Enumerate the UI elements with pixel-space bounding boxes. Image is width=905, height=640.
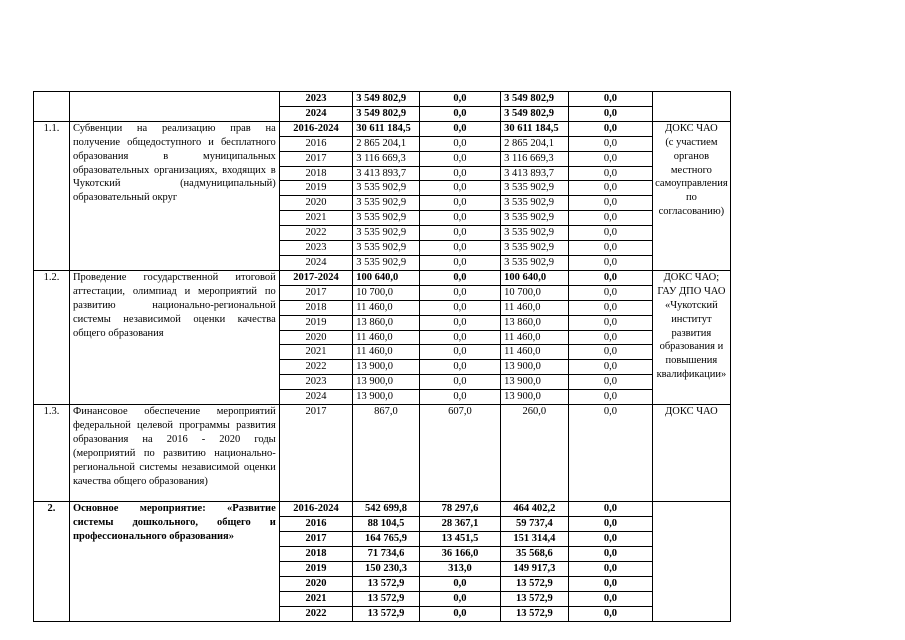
federal-amount-cell: 0,0 <box>419 241 500 256</box>
federal-amount-cell: 0,0 <box>419 375 500 390</box>
other-amount-cell: 0,0 <box>568 255 653 270</box>
item-number: 1.2. <box>34 270 70 404</box>
period-cell: 2021 <box>279 591 352 606</box>
federal-amount-cell: 0,0 <box>419 106 500 121</box>
federal-amount-cell: 0,0 <box>419 390 500 405</box>
regional-amount-cell: 35 568,6 <box>501 547 569 562</box>
other-amount-cell: 0,0 <box>568 517 653 532</box>
regional-amount-cell: 13 900,0 <box>501 375 569 390</box>
regional-amount-cell: 2 865 204,1 <box>501 136 569 151</box>
federal-amount-cell: 0,0 <box>419 196 500 211</box>
other-amount-cell: 0,0 <box>568 591 653 606</box>
other-amount-cell: 0,0 <box>568 576 653 591</box>
federal-amount-cell: 0,0 <box>419 255 500 270</box>
federal-amount-cell: 0,0 <box>419 181 500 196</box>
item-number: 1.3. <box>34 405 70 502</box>
responsible-executor: ДОКС ЧАО; ГАУ ДПО ЧАО «Чукотский институт развития образования и повышения квалификации» <box>653 270 731 404</box>
item-number <box>34 92 70 122</box>
federal-amount-cell: 0,0 <box>419 315 500 330</box>
period-cell: 2020 <box>279 330 352 345</box>
period-cell: 2017 <box>279 405 352 502</box>
period-cell: 2018 <box>279 166 352 181</box>
total-amount-cell: 3 413 893,7 <box>353 166 420 181</box>
period-cell: 2017 <box>279 532 352 547</box>
period-cell: 2023 <box>279 92 352 107</box>
other-amount-cell: 0,0 <box>568 226 653 241</box>
federal-amount-cell: 0,0 <box>419 330 500 345</box>
other-amount-cell: 0,0 <box>568 92 653 107</box>
period-cell: 2023 <box>279 241 352 256</box>
total-amount-cell: 3 535 902,9 <box>353 255 420 270</box>
other-amount-cell: 0,0 <box>568 285 653 300</box>
total-amount-cell: 88 104,5 <box>353 517 420 532</box>
other-amount-cell: 0,0 <box>568 106 653 121</box>
federal-amount-cell: 313,0 <box>419 561 500 576</box>
total-amount-cell: 3 549 802,9 <box>353 106 420 121</box>
regional-amount-cell: 260,0 <box>501 405 569 502</box>
period-cell: 2022 <box>279 360 352 375</box>
regional-amount-cell: 464 402,2 <box>501 502 569 517</box>
total-amount-cell: 164 765,9 <box>353 532 420 547</box>
total-amount-cell: 13 572,9 <box>353 591 420 606</box>
total-amount-cell: 10 700,0 <box>353 285 420 300</box>
responsible-executor <box>653 502 731 621</box>
period-cell: 2023 <box>279 375 352 390</box>
period-cell: 2020 <box>279 196 352 211</box>
other-amount-cell: 0,0 <box>568 270 653 285</box>
other-amount-cell: 0,0 <box>568 547 653 562</box>
regional-amount-cell: 3 535 902,9 <box>501 226 569 241</box>
federal-amount-cell: 0,0 <box>419 300 500 315</box>
period-cell: 2022 <box>279 606 352 621</box>
period-cell: 2019 <box>279 315 352 330</box>
federal-amount-cell: 607,0 <box>419 405 500 502</box>
regional-amount-cell: 3 413 893,7 <box>501 166 569 181</box>
period-cell: 2017 <box>279 285 352 300</box>
responsible-executor: ДОКС ЧАО <box>653 405 731 502</box>
period-cell: 2016 <box>279 136 352 151</box>
regional-amount-cell: 3 116 669,3 <box>501 151 569 166</box>
responsible-executor <box>653 92 731 122</box>
period-cell: 2016-2024 <box>279 502 352 517</box>
federal-amount-cell: 0,0 <box>419 211 500 226</box>
regional-amount-cell: 10 700,0 <box>501 285 569 300</box>
table-row <box>34 502 905 517</box>
total-amount-cell: 13 900,0 <box>353 360 420 375</box>
regional-amount-cell: 151 314,4 <box>501 532 569 547</box>
table-row <box>34 405 905 502</box>
other-amount-cell: 0,0 <box>568 561 653 576</box>
other-amount-cell: 0,0 <box>568 502 653 517</box>
total-amount-cell: 3 535 902,9 <box>353 211 420 226</box>
regional-amount-cell: 13 900,0 <box>501 360 569 375</box>
period-cell: 2021 <box>279 345 352 360</box>
total-amount-cell: 100 640,0 <box>353 270 420 285</box>
period-cell: 2024 <box>279 106 352 121</box>
activity-description: Финансовое обеспечение мероприятий федеральной целевой программы развития образования на 2016 - 2020 годы (мероприятий по развитию национально-региональной системы независимой оценки качества общего образования) <box>69 405 279 502</box>
federal-amount-cell: 0,0 <box>419 285 500 300</box>
period-cell: 2016-2024 <box>279 121 352 136</box>
item-number: 1.1. <box>34 121 70 270</box>
period-cell: 2017-2024 <box>279 270 352 285</box>
period-cell: 2020 <box>279 576 352 591</box>
table-row <box>34 92 905 107</box>
regional-amount-cell: 149 917,3 <box>501 561 569 576</box>
federal-amount-cell: 36 166,0 <box>419 547 500 562</box>
other-amount-cell: 0,0 <box>568 181 653 196</box>
total-amount-cell: 3 535 902,9 <box>353 241 420 256</box>
other-amount-cell: 0,0 <box>568 196 653 211</box>
period-cell: 2018 <box>279 547 352 562</box>
regional-amount-cell: 13 900,0 <box>501 390 569 405</box>
total-amount-cell: 13 860,0 <box>353 315 420 330</box>
other-amount-cell: 0,0 <box>568 345 653 360</box>
federal-amount-cell: 0,0 <box>419 606 500 621</box>
responsible-executor: ДОКС ЧАО (с участием органов местного самоуправления по согласованию) <box>653 121 731 270</box>
regional-amount-cell: 100 640,0 <box>501 270 569 285</box>
federal-amount-cell: 0,0 <box>419 270 500 285</box>
total-amount-cell: 71 734,6 <box>353 547 420 562</box>
total-amount-cell: 150 230,3 <box>353 561 420 576</box>
regional-amount-cell: 3 535 902,9 <box>501 196 569 211</box>
regional-amount-cell: 3 535 902,9 <box>501 181 569 196</box>
regional-amount-cell: 13 860,0 <box>501 315 569 330</box>
total-amount-cell: 11 460,0 <box>353 345 420 360</box>
activity-description <box>69 92 279 122</box>
total-amount-cell: 3 116 669,3 <box>353 151 420 166</box>
total-amount-cell: 3 535 902,9 <box>353 226 420 241</box>
federal-amount-cell: 0,0 <box>419 92 500 107</box>
federal-amount-cell: 0,0 <box>419 226 500 241</box>
regional-amount-cell: 3 535 902,9 <box>501 241 569 256</box>
total-amount-cell: 13 900,0 <box>353 390 420 405</box>
regional-amount-cell: 3 535 902,9 <box>501 211 569 226</box>
period-cell: 2024 <box>279 390 352 405</box>
other-amount-cell: 0,0 <box>568 330 653 345</box>
other-amount-cell: 0,0 <box>568 151 653 166</box>
total-amount-cell: 3 535 902,9 <box>353 181 420 196</box>
total-amount-cell: 11 460,0 <box>353 330 420 345</box>
total-amount-cell: 11 460,0 <box>353 300 420 315</box>
period-cell: 2016 <box>279 517 352 532</box>
period-cell: 2021 <box>279 211 352 226</box>
other-amount-cell: 0,0 <box>568 241 653 256</box>
regional-amount-cell: 13 572,9 <box>501 591 569 606</box>
other-amount-cell: 0,0 <box>568 136 653 151</box>
period-cell: 2019 <box>279 561 352 576</box>
total-amount-cell: 3 549 802,9 <box>353 92 420 107</box>
other-amount-cell: 0,0 <box>568 315 653 330</box>
table-row <box>34 270 905 285</box>
federal-amount-cell: 13 451,5 <box>419 532 500 547</box>
total-amount-cell: 13 572,9 <box>353 606 420 621</box>
regional-amount-cell: 13 572,9 <box>501 606 569 621</box>
other-amount-cell: 0,0 <box>568 211 653 226</box>
total-amount-cell: 542 699,8 <box>353 502 420 517</box>
item-number: 2. <box>34 502 70 621</box>
regional-amount-cell: 11 460,0 <box>501 300 569 315</box>
total-amount-cell: 30 611 184,5 <box>353 121 420 136</box>
federal-amount-cell: 78 297,6 <box>419 502 500 517</box>
total-amount-cell: 867,0 <box>353 405 420 502</box>
federal-amount-cell: 0,0 <box>419 591 500 606</box>
period-cell: 2018 <box>279 300 352 315</box>
activity-description: Проведение государственной итоговой аттестации, олимпиад и мероприятий по развитию национально-региональной системы независимой оценки качества общего образования <box>69 270 279 404</box>
regional-amount-cell: 3 549 802,9 <box>501 106 569 121</box>
budget-table <box>33 91 905 622</box>
table-row <box>34 121 905 136</box>
activity-description: Субвенции на реализацию прав на получение общедоступного и бесплатного образования в муниципальных образовательных организациях, входящих в Чукотский (надмуниципальный) образовательный округ <box>69 121 279 270</box>
federal-amount-cell: 0,0 <box>419 576 500 591</box>
other-amount-cell: 0,0 <box>568 532 653 547</box>
period-cell: 2024 <box>279 255 352 270</box>
other-amount-cell: 0,0 <box>568 300 653 315</box>
federal-amount-cell: 0,0 <box>419 345 500 360</box>
regional-amount-cell: 30 611 184,5 <box>501 121 569 136</box>
federal-amount-cell: 0,0 <box>419 121 500 136</box>
budget-table-body <box>34 92 905 622</box>
total-amount-cell: 3 535 902,9 <box>353 196 420 211</box>
total-amount-cell: 2 865 204,1 <box>353 136 420 151</box>
regional-amount-cell: 59 737,4 <box>501 517 569 532</box>
activity-description: Основное мероприятие: «Развитие системы дошкольного, общего и профессионального образования» <box>69 502 279 621</box>
total-amount-cell: 13 900,0 <box>353 375 420 390</box>
regional-amount-cell: 13 572,9 <box>501 576 569 591</box>
regional-amount-cell: 11 460,0 <box>501 345 569 360</box>
federal-amount-cell: 0,0 <box>419 360 500 375</box>
other-amount-cell: 0,0 <box>568 606 653 621</box>
other-amount-cell: 0,0 <box>568 375 653 390</box>
other-amount-cell: 0,0 <box>568 166 653 181</box>
period-cell: 2017 <box>279 151 352 166</box>
regional-amount-cell: 3 535 902,9 <box>501 255 569 270</box>
other-amount-cell: 0,0 <box>568 405 653 502</box>
federal-amount-cell: 0,0 <box>419 151 500 166</box>
federal-amount-cell: 0,0 <box>419 166 500 181</box>
federal-amount-cell: 0,0 <box>419 136 500 151</box>
regional-amount-cell: 11 460,0 <box>501 330 569 345</box>
federal-amount-cell: 28 367,1 <box>419 517 500 532</box>
total-amount-cell: 13 572,9 <box>353 576 420 591</box>
period-cell: 2019 <box>279 181 352 196</box>
other-amount-cell: 0,0 <box>568 121 653 136</box>
other-amount-cell: 0,0 <box>568 360 653 375</box>
period-cell: 2022 <box>279 226 352 241</box>
regional-amount-cell: 3 549 802,9 <box>501 92 569 107</box>
other-amount-cell: 0,0 <box>568 390 653 405</box>
